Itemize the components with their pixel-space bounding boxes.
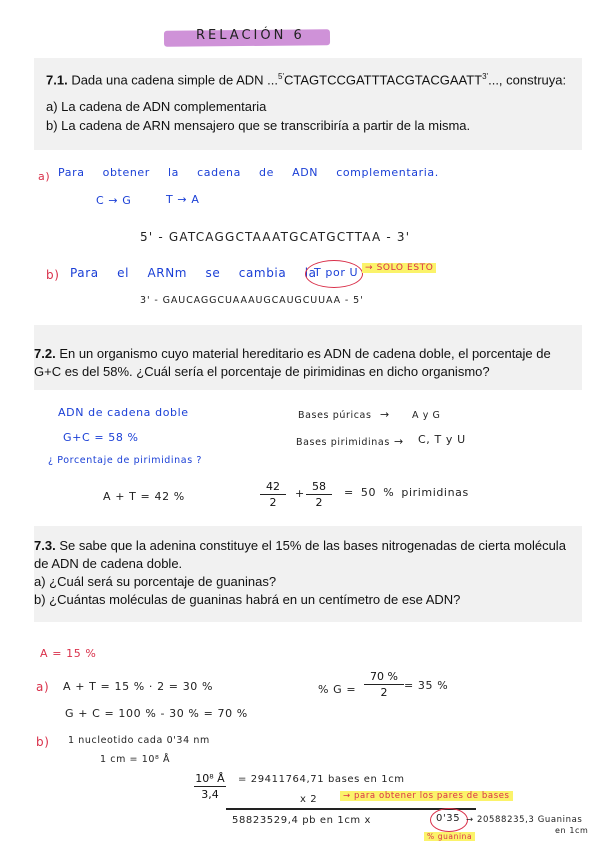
fraction-numerator: 70 % (370, 670, 398, 683)
fraction-bar (260, 494, 286, 495)
pyrimidine-arrow: → (394, 435, 404, 448)
page-title: RELACIÓN 6 (196, 28, 305, 43)
fraction-denominator: 2 (269, 496, 277, 509)
pyrimidine-bases-value: C, T y U (418, 433, 466, 446)
base-pairs-total: 58823529,4 pb en 1cm x (232, 815, 372, 826)
a3-eq1: A + T = 15 % · 2 = 30 % (63, 680, 214, 693)
answer-7-1-a-label: a) (38, 170, 51, 183)
solo-esto-note: → SOLO ESTO (362, 263, 436, 273)
question-7-1-item-a: a) La cadena de ADN complementaria (46, 99, 267, 114)
a2-line2: G+C = 58 % (63, 431, 139, 444)
q3-line1: Se sabe que la adenina constituye el 15% de las bases nitrogenadas de cierta molécula (59, 538, 566, 553)
pyrimidine-result: = 50 % pirimidinas (344, 486, 469, 499)
guanine-total: → 20588235,3 Guaninas (466, 815, 583, 825)
a3-a-label: a) (36, 680, 50, 694)
guanine-total-unit: en 1cm (555, 826, 589, 835)
question-7-1-statement (46, 68, 566, 89)
fraction-58-2 (306, 480, 332, 509)
purine-bases-label: Bases púricas (298, 410, 372, 421)
a3-b-line1: 1 nucleotido cada 0'34 nm (68, 735, 210, 746)
a2-line4: A + T = 42 % (103, 490, 185, 503)
question-7-3-item-a: a) ¿Cuál será su porcentaje de guaninas? (34, 574, 277, 589)
q1-sup3: 3' (482, 72, 489, 81)
fraction-numerator: 10⁸ Å (195, 772, 225, 785)
fraction-numerator: 42 (266, 480, 280, 493)
a3-given: A = 15 % (40, 647, 97, 660)
purine-arrow: → (380, 408, 390, 421)
guanine-pct-value: 0'35 (436, 813, 461, 824)
t-por-u-text: T por U (314, 266, 359, 279)
q2-line1: En un organismo cuyo material hereditario es ADN de cadena doble, el porcentaje de (59, 346, 551, 361)
times-two: x 2 (300, 794, 318, 805)
guanine-pct-note: % guanina (424, 832, 475, 841)
pyrimidine-bases-label: Bases pirimidinas (296, 437, 390, 448)
question-7-1-box (34, 58, 582, 150)
question-7-2-box (34, 325, 582, 390)
bases-per-cm: = 29411764,71 bases en 1cm (238, 774, 405, 785)
fraction-bar (364, 684, 404, 685)
question-number: 7.2. (34, 346, 56, 361)
rule-t-a: T → A (166, 193, 200, 206)
question-7-3-line1 (34, 537, 566, 555)
answer-7-1-a-text: Para obtener la cadena de ADN complementaria. (58, 166, 439, 179)
fraction-denominator: 2 (315, 496, 323, 509)
fraction-bar (194, 786, 226, 787)
guanine-label: % G = (318, 683, 357, 696)
a2-line3: ¿ Porcentaje de pirimidinas ? (48, 455, 203, 466)
a3-b-line2: 1 cm = 10⁸ Å (100, 754, 171, 765)
q1-text-b: ..., construya: (488, 72, 567, 88)
fraction-denominator: 2 (380, 686, 388, 699)
fraction-denominator: 3,4 (201, 788, 219, 801)
q1-sup5: 5' (278, 72, 284, 81)
base-pairs-note: → para obtener los pares de bases (340, 791, 513, 801)
guanine-fraction (364, 670, 404, 699)
question-7-1-item-b: b) La cadena de ARN mensajero que se transcribiría a partir de la misma. (46, 118, 471, 133)
question-7-2-line2: G+C es del 58%. ¿Cuál sería el porcentaje de pirimidinas en dicho organismo? (34, 364, 490, 379)
a3-b-label: b) (36, 735, 50, 749)
answer-7-1-b-text: Para el ARNm se cambia la (70, 266, 317, 280)
plus-sign: + (295, 487, 305, 500)
fraction-bar (306, 494, 332, 495)
question-7-2-line1 (34, 345, 551, 363)
q1-text-a: Dada una cadena simple de ADN ... (71, 72, 278, 88)
a2-line1: ADN de cadena doble (58, 406, 189, 419)
question-7-3-item-b: b) ¿Cuántas moléculas de guaninas habrá en un centímetro de ese ADN? (34, 592, 461, 607)
fraction-numerator: 58 (312, 480, 326, 493)
question-number: 7.1. (46, 72, 68, 88)
fraction-42-2 (260, 480, 286, 509)
question-7-3-box (34, 526, 582, 622)
rule-c-g: C → G (96, 194, 132, 207)
question-number: 7.3. (34, 538, 56, 553)
guanine-result: = 35 % (404, 679, 449, 692)
q1-sequence: CTAGTCCGATTTACGTACGAATT (283, 72, 483, 88)
complementary-dna-sequence: 5' - GATCAGGCTAAATGCATGCTTAA - 3' (140, 230, 411, 244)
mrna-sequence: 3' - GAUCAGGCUAAAUGCAUGCUUAA - 5' (140, 295, 364, 306)
bases-fraction (194, 772, 226, 801)
answer-7-1-b-label: b) (46, 268, 60, 282)
a3-eq2: G + C = 100 % - 30 % = 70 % (65, 707, 248, 720)
purine-bases-value: A y G (412, 410, 441, 421)
question-7-3-line2: de ADN de cadena doble. (34, 556, 183, 571)
